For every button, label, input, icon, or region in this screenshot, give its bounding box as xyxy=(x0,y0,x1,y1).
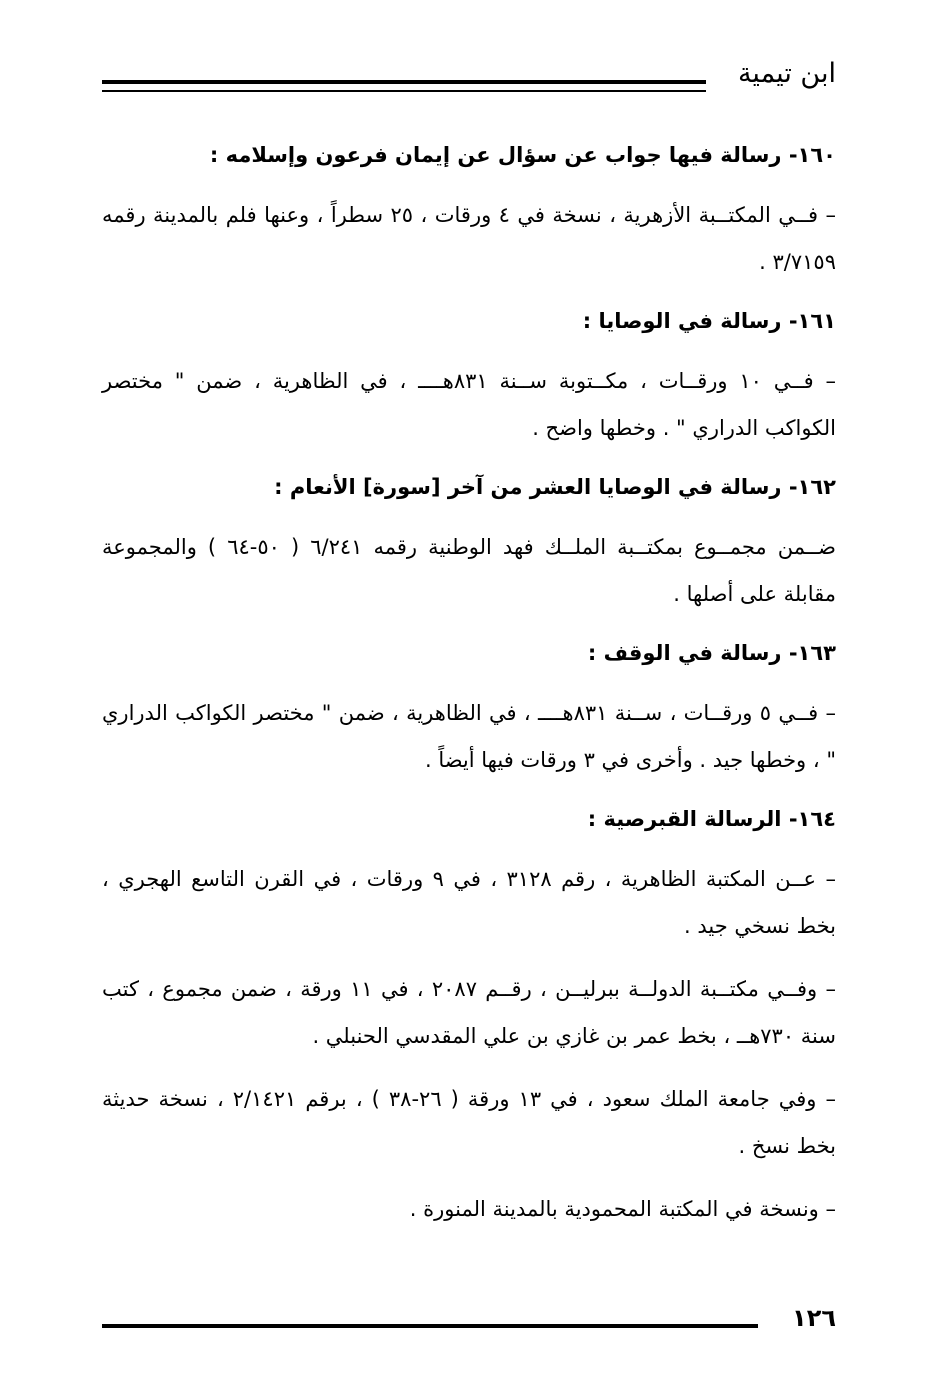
entry-paragraph: – وفي جامعة الملك سعود ، في ١٣ ورقة ( ٢٦-٣٨ ) ، برقم ٢/١٤٢١ ، نسخة حديثة بخط نسخ . xyxy=(102,1087,836,1158)
entry-paragraph: – عــن المكتبة الظاهرية ، رقم ٣١٢٨ ، في ٩ ورقات ، في القرن التاسع الهجري ، بخط نسخي جيد . xyxy=(102,867,836,938)
entry-paragraph: – فــي ١٠ ورقــات ، مكــتوبة ســنة ٨٣١هــــ ، في الظاهرية ، ضمن " مختصر الكواكب الدراري " . وخطها واضح . xyxy=(102,369,836,440)
entry-heading: ١٦١- رسالة في الوصايا : xyxy=(582,309,836,333)
entry-heading: ١٦٢- رسالة في الوصايا العشر من آخر [سورة] الأنعام : xyxy=(274,475,836,499)
entry-heading: ١٦٤- الرسالة القبرصية : xyxy=(587,807,836,831)
entry-heading: ١٦٣- رسالة في الوقف : xyxy=(587,641,836,665)
entry-paragraph: – وفــي مكتــبة الدولــة ببرليــن ، رقــم ٢٠٨٧ ، في ١١ ورقة ، ضمن مجموع ، كتب سنة ٧٣٠هــ ، بخط عمر بن غازي بن علي المقدسي الحنبلي . xyxy=(102,977,836,1048)
entry-164 xyxy=(102,804,836,1233)
header-rule-thin xyxy=(102,90,706,92)
entry-161 xyxy=(102,306,836,452)
entry-163 xyxy=(102,638,836,784)
header-rule-thick xyxy=(102,80,706,84)
footer-rule xyxy=(102,1324,758,1328)
entry-paragraph: – فــي ٥ ورقــات ، ســنة ٨٣١هــــ ، في الظاهرية ، ضمن " مختصر الكواكب الدراري " ، وخطها جيد . وأخرى في ٣ ورقات فيها أيضاً . xyxy=(102,701,836,772)
entry-paragraph: – ونسخة في المكتبة المحمودية بالمدينة المنورة . xyxy=(409,1197,836,1221)
entry-heading: ١٦٠- رسالة فيها جواب عن سؤال عن إيمان فرعون وإسلامه : xyxy=(209,143,836,167)
page-number: ١٢٦ xyxy=(792,1304,836,1332)
entry-160 xyxy=(102,140,836,286)
page-body xyxy=(102,140,836,1249)
entry-162 xyxy=(102,472,836,618)
entry-paragraph: ضــمن مجمــوع بمكتــبة الملــك فهد الوطنية رقمه ٦/٢٤١ ( ٥٠-٦٤ ) والمجموعة مقابلة على أصلها . xyxy=(102,535,836,606)
running-title: ابن تيمية xyxy=(737,58,836,89)
entry-paragraph: – فــي المكتــبة الأزهرية ، نسخة في ٤ ورقات ، ٢٥ سطراً ، وعنها فلم بالمدينة رقمه ٣/٧١٥٩ . xyxy=(102,203,836,274)
